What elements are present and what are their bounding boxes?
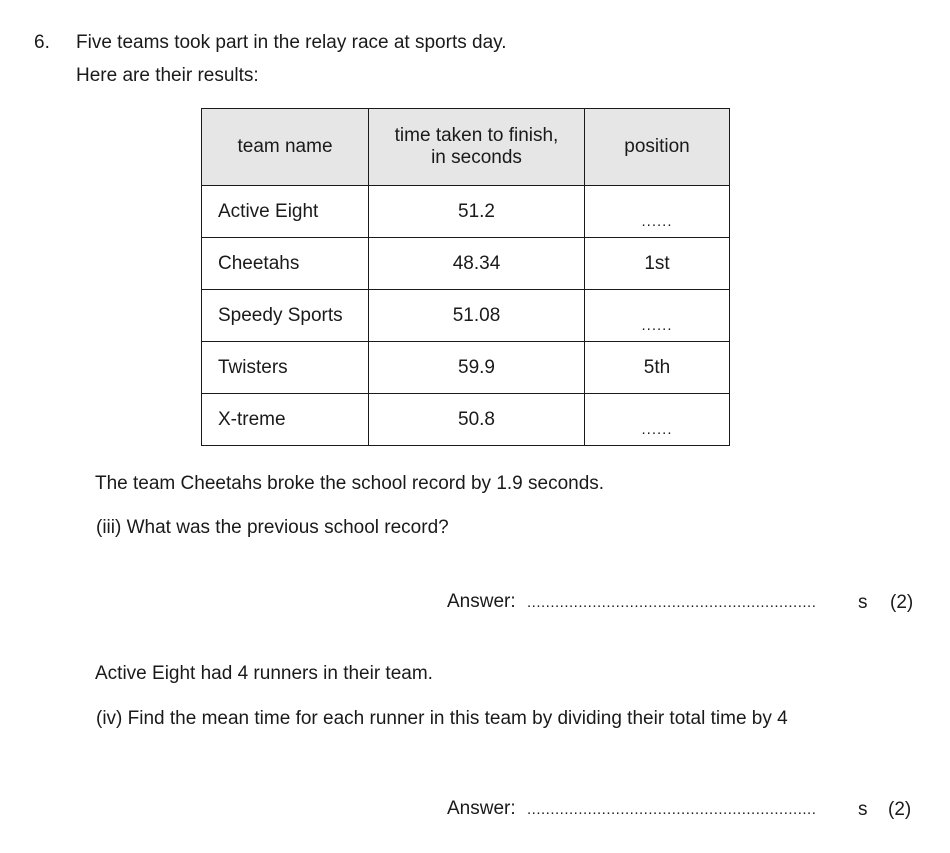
part3-answer-unit: s xyxy=(858,592,868,613)
team-name-cell: Twisters xyxy=(202,342,369,394)
results-table xyxy=(201,108,730,446)
question-intro-subtext: Here are their results: xyxy=(76,65,259,86)
team-name-cell: Speedy Sports xyxy=(202,290,369,342)
header-time-line2: in seconds xyxy=(431,147,522,168)
header-position: position xyxy=(585,109,730,186)
part3-answer-label: Answer: xyxy=(447,591,516,612)
position-blank: ...... xyxy=(641,317,673,334)
part4-marks: (2) xyxy=(888,799,912,820)
position-cell: 5th xyxy=(585,342,730,394)
part4-answer-unit: s xyxy=(858,799,868,820)
time-cell: 48.34 xyxy=(369,238,585,290)
header-team-name: team name xyxy=(202,109,369,186)
position-cell[interactable] xyxy=(585,290,730,342)
time-cell: 51.08 xyxy=(369,290,585,342)
part3-marks: (2) xyxy=(890,592,914,613)
part4-answer-label: Answer: xyxy=(447,798,516,819)
table-row xyxy=(202,290,730,342)
part3-statement: The team Cheetahs broke the school record by 1.9 seconds. xyxy=(95,473,605,494)
time-cell: 50.8 xyxy=(369,394,585,446)
header-time-taken xyxy=(369,109,585,186)
position-blank: ...... xyxy=(641,213,673,230)
team-name-cell: Cheetahs xyxy=(202,238,369,290)
position-cell[interactable] xyxy=(585,186,730,238)
team-name-cell: Active Eight xyxy=(202,186,369,238)
question-intro: Five teams took part in the relay race at sports day. xyxy=(76,32,507,53)
part4-answer-field[interactable]: .............................................................. xyxy=(527,801,817,818)
position-cell[interactable] xyxy=(585,394,730,446)
header-time-line1: time taken to finish, xyxy=(394,125,559,146)
time-cell: 51.2 xyxy=(369,186,585,238)
table-row xyxy=(202,394,730,446)
time-cell: 59.9 xyxy=(369,342,585,394)
table-row xyxy=(202,342,730,394)
table-header-row xyxy=(202,109,730,186)
part3-answer-field[interactable]: .............................................................. xyxy=(527,594,817,611)
question-number: 6. xyxy=(34,32,50,53)
table-row xyxy=(202,238,730,290)
part4-statement: Active Eight had 4 runners in their team. xyxy=(95,663,433,684)
position-blank: ...... xyxy=(641,421,673,438)
table-row xyxy=(202,186,730,238)
part3-question: (iii) What was the previous school record? xyxy=(96,517,449,538)
part4-question: (iv) Find the mean time for each runner in this team by dividing their total time by 4 xyxy=(96,708,788,729)
team-name-cell: X-treme xyxy=(202,394,369,446)
position-cell: 1st xyxy=(585,238,730,290)
